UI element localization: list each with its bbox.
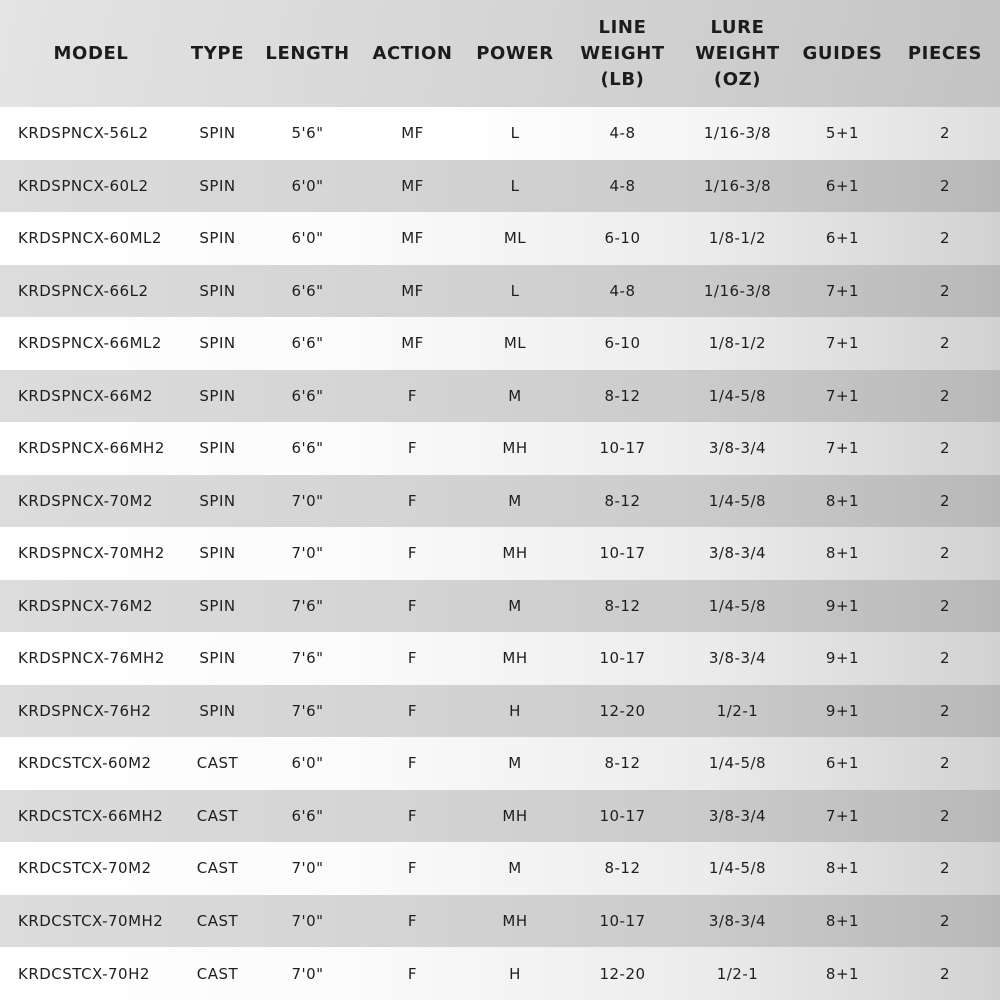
table-row [0,947,1000,1000]
model-cell: KRDSPNCX-60ML2 [18,229,162,248]
table-row [0,790,1000,843]
length-cell: 5'6" [291,124,324,143]
lure-weight-cell: 3/8-3/4 [708,439,767,458]
type-cell: SPIN [199,124,236,143]
table-row [0,842,1000,895]
line-weight-cell: 12-20 [599,964,646,983]
pieces-cell: 2 [939,754,951,773]
pieces-cell: 2 [939,806,951,825]
lure-weight-cell: 1/2-1 [716,964,759,983]
guides-cell: 9+1 [825,596,860,615]
length-cell: 7'0" [291,911,324,930]
guides-cell: 9+1 [825,649,860,668]
model-cell: KRDCSTCX-70MH2 [18,911,164,930]
type-cell: SPIN [199,596,236,615]
action-cell: F [407,596,418,615]
guides-cell: 6+1 [825,229,860,248]
power-cell: M [508,386,522,405]
length-cell: 6'6" [291,439,324,458]
line-weight-cell: 8-12 [604,491,641,510]
pieces-cell: 2 [939,596,951,615]
length-cell: 6'0" [291,229,324,248]
action-cell: F [407,701,418,720]
model-cell: KRDCSTCX-60M2 [18,754,152,773]
line-weight-cell: 4-8 [609,176,636,195]
length-cell: 7'0" [291,964,324,983]
column-header-guides [795,0,890,107]
column-header-model [0,0,180,107]
line-weight-cell: 6-10 [604,334,641,353]
lure-weight-cell: 1/4-5/8 [708,754,767,773]
length-cell: 7'6" [291,701,324,720]
model-cell: KRDCSTCX-70M2 [18,859,152,878]
table-body [0,107,1000,1000]
length-cell: 6'0" [291,754,324,773]
length-cell: 7'0" [291,544,324,563]
guides-cell: 7+1 [825,439,860,458]
line-weight-cell: 8-12 [604,859,641,878]
power-cell: M [508,491,522,510]
column-header-line: WEIGHT [695,42,780,64]
guides-cell: 7+1 [825,806,860,825]
action-cell: F [407,806,418,825]
model-cell: KRDSPNCX-66L2 [18,281,149,300]
table-row [0,475,1000,528]
power-cell: MH [502,439,528,458]
lure-weight-cell: 1/4-5/8 [708,596,767,615]
line-weight-cell: 8-12 [604,386,641,405]
type-cell: CAST [196,754,239,773]
table-row [0,580,1000,633]
pieces-cell: 2 [939,964,951,983]
length-cell: 6'0" [291,176,324,195]
model-cell: KRDSPNCX-56L2 [18,124,149,143]
lure-weight-cell: 1/16-3/8 [703,281,772,300]
column-header-line: GUIDES [802,42,883,64]
model-cell: KRDSPNCX-66ML2 [18,334,162,353]
pieces-cell: 2 [939,859,951,878]
type-cell: SPIN [199,281,236,300]
column-header-pieces [890,0,1000,107]
action-cell: F [407,544,418,563]
length-cell: 6'6" [291,334,324,353]
type-cell: SPIN [199,701,236,720]
column-header-line: (OZ) [713,68,762,90]
pieces-cell: 2 [939,386,951,405]
lure-weight-cell: 1/4-5/8 [708,386,767,405]
power-cell: H [509,701,521,720]
lure-weight-cell: 1/8-1/2 [708,229,767,248]
type-cell: SPIN [199,229,236,248]
action-cell: F [407,859,418,878]
action-cell: F [407,386,418,405]
power-cell: MH [502,649,528,668]
lure-weight-cell: 1/4-5/8 [708,491,767,510]
lure-weight-cell: 3/8-3/4 [708,544,767,563]
lure-weight-cell: 3/8-3/4 [708,911,767,930]
action-cell: MF [401,281,424,300]
length-cell: 6'6" [291,281,324,300]
table-header [0,0,1000,107]
pieces-cell: 2 [939,439,951,458]
length-cell: 7'6" [291,649,324,668]
guides-cell: 5+1 [825,124,860,143]
model-cell: KRDSPNCX-76H2 [18,701,152,720]
power-cell: M [508,859,522,878]
action-cell: F [407,754,418,773]
column-header-line: TYPE [190,42,245,64]
length-cell: 7'0" [291,491,324,510]
line-weight-cell: 4-8 [609,124,636,143]
pieces-cell: 2 [939,176,951,195]
type-cell: CAST [196,806,239,825]
action-cell: F [407,491,418,510]
table-row [0,737,1000,790]
model-cell: KRDSPNCX-76MH2 [18,649,165,668]
column-header-line: ACTION [372,42,453,64]
type-cell: CAST [196,964,239,983]
model-cell: KRDSPNCX-66MH2 [18,439,165,458]
action-cell: MF [401,334,424,353]
column-header-line: PIECES [907,42,983,64]
guides-cell: 8+1 [825,491,860,510]
line-weight-cell: 12-20 [599,701,646,720]
lure-weight-cell: 3/8-3/4 [708,806,767,825]
column-header-line-weight [565,0,680,107]
table-row [0,685,1000,738]
guides-cell: 7+1 [825,281,860,300]
table-row [0,265,1000,318]
table-row [0,895,1000,948]
action-cell: MF [401,124,424,143]
table-row [0,370,1000,423]
table-row [0,632,1000,685]
action-cell: MF [401,176,424,195]
power-cell: MH [502,911,528,930]
action-cell: F [407,911,418,930]
power-cell: MH [502,806,528,825]
guides-cell: 6+1 [825,176,860,195]
length-cell: 6'6" [291,386,324,405]
type-cell: SPIN [199,544,236,563]
line-weight-cell: 10-17 [599,544,646,563]
table-row [0,527,1000,580]
column-header-action [360,0,465,107]
guides-cell: 7+1 [825,386,860,405]
length-cell: 7'0" [291,859,324,878]
action-cell: F [407,649,418,668]
pieces-cell: 2 [939,701,951,720]
model-cell: KRDSPNCX-66M2 [18,386,154,405]
line-weight-cell: 10-17 [599,439,646,458]
line-weight-cell: 10-17 [599,911,646,930]
type-cell: SPIN [199,649,236,668]
guides-cell: 6+1 [825,754,860,773]
line-weight-cell: 10-17 [599,806,646,825]
length-cell: 7'6" [291,596,324,615]
line-weight-cell: 8-12 [604,754,641,773]
table-row [0,317,1000,370]
type-cell: CAST [196,911,239,930]
guides-cell: 8+1 [825,544,860,563]
power-cell: M [508,754,522,773]
line-weight-cell: 10-17 [599,649,646,668]
power-cell: H [509,964,521,983]
column-header-length [255,0,360,107]
column-header-line: LINE [598,16,647,38]
type-cell: SPIN [199,491,236,510]
type-cell: CAST [196,859,239,878]
line-weight-cell: 6-10 [604,229,641,248]
pieces-cell: 2 [939,911,951,930]
action-cell: F [407,964,418,983]
column-header-line: LENGTH [265,42,350,64]
type-cell: SPIN [199,176,236,195]
column-header-type [180,0,255,107]
action-cell: MF [401,229,424,248]
column-header-lure-weight [680,0,795,107]
table-row [0,107,1000,160]
type-cell: SPIN [199,334,236,353]
column-header-line: MODEL [53,42,129,64]
lure-weight-cell: 1/8-1/2 [708,334,767,353]
column-header-line: WEIGHT [580,42,665,64]
model-cell: KRDCSTCX-70H2 [18,964,150,983]
type-cell: SPIN [199,386,236,405]
header-row [0,0,1000,107]
guides-cell: 8+1 [825,859,860,878]
column-header-power [465,0,565,107]
column-header-line: LURE [710,16,765,38]
model-cell: KRDSPNCX-70MH2 [18,544,165,563]
pieces-cell: 2 [939,281,951,300]
model-cell: KRDSPNCX-70M2 [18,491,154,510]
column-header-line: (LB) [600,68,645,90]
lure-weight-cell: 1/16-3/8 [703,124,772,143]
table-row [0,160,1000,213]
lure-weight-cell: 1/4-5/8 [708,859,767,878]
power-cell: MH [502,544,528,563]
model-cell: KRDSPNCX-60L2 [18,176,149,195]
type-cell: SPIN [199,439,236,458]
table-row [0,212,1000,265]
model-cell: KRDSPNCX-76M2 [18,596,154,615]
pieces-cell: 2 [939,229,951,248]
power-cell: L [510,124,520,143]
pieces-cell: 2 [939,124,951,143]
guides-cell: 9+1 [825,701,860,720]
pieces-cell: 2 [939,334,951,353]
lure-weight-cell: 3/8-3/4 [708,649,767,668]
guides-cell: 8+1 [825,911,860,930]
lure-weight-cell: 1/2-1 [716,701,759,720]
power-cell: ML [503,229,527,248]
table-row [0,422,1000,475]
pieces-cell: 2 [939,649,951,668]
guides-cell: 8+1 [825,964,860,983]
length-cell: 6'6" [291,806,324,825]
pieces-cell: 2 [939,491,951,510]
power-cell: L [510,176,520,195]
line-weight-cell: 8-12 [604,596,641,615]
power-cell: L [510,281,520,300]
column-header-line: POWER [476,42,554,64]
power-cell: ML [503,334,527,353]
pieces-cell: 2 [939,544,951,563]
line-weight-cell: 4-8 [609,281,636,300]
model-cell: KRDCSTCX-66MH2 [18,806,164,825]
guides-cell: 7+1 [825,334,860,353]
power-cell: M [508,596,522,615]
lure-weight-cell: 1/16-3/8 [703,176,772,195]
action-cell: F [407,439,418,458]
